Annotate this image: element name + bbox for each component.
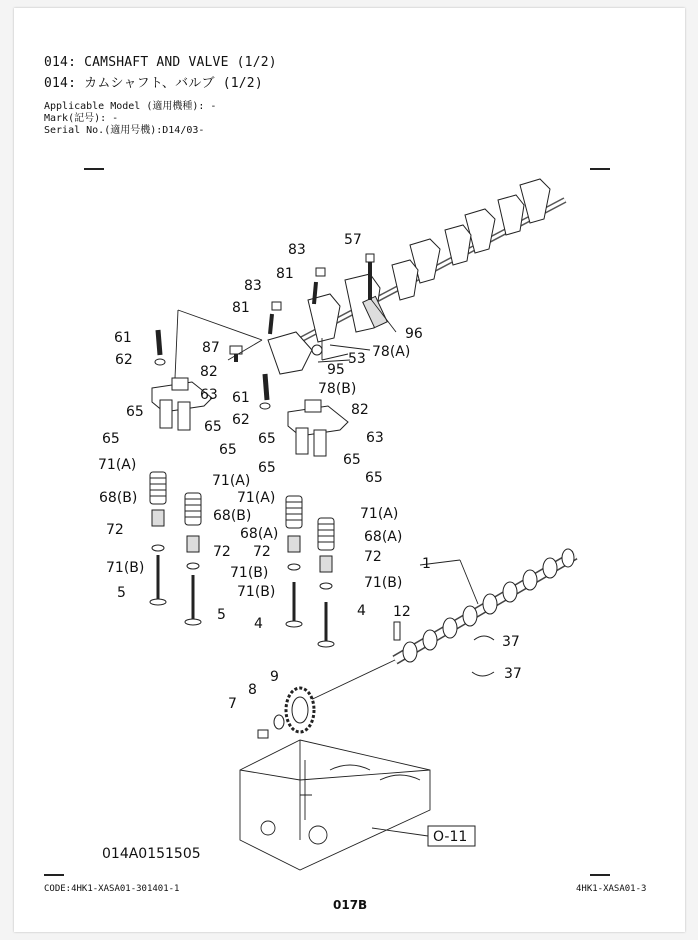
cylinder-head	[240, 740, 430, 870]
callout-72: 72	[364, 549, 382, 565]
callout-71b: 71(B)	[230, 565, 269, 581]
stud-81-lower	[270, 314, 272, 334]
callout-1: 1	[422, 556, 431, 572]
callout-62: 62	[232, 412, 250, 428]
footer-code-right: 4HK1-XASA01-3	[576, 884, 647, 894]
callout-71a: 71(A)	[98, 457, 137, 473]
figure-code: 014A0151505	[102, 846, 201, 862]
callout-4: 4	[254, 616, 263, 632]
callout-63: 63	[366, 430, 384, 446]
valve-spring-set-1	[150, 472, 166, 605]
callout-82: 82	[351, 402, 369, 418]
callout-68b: 68(B)	[99, 490, 138, 506]
callout-65: 65	[365, 470, 383, 486]
callout-62: 62	[115, 352, 133, 368]
callout-71b: 71(B)	[364, 575, 403, 591]
callout-71a: 71(A)	[237, 490, 276, 506]
callout-65: 65	[258, 460, 276, 476]
washer-8	[274, 715, 284, 729]
callout-12: 12	[393, 604, 411, 620]
callout-83: 83	[288, 242, 306, 258]
callout-61: 61	[232, 390, 250, 406]
callout-87: 87	[202, 340, 220, 356]
callout-65: 65	[219, 442, 237, 458]
callout-65: 65	[343, 452, 361, 468]
ref-box-text: O-11	[433, 829, 468, 845]
callout-96: 96	[405, 326, 423, 342]
thrust-plate-37-upper	[474, 636, 494, 640]
callout-72: 72	[253, 544, 271, 560]
callout-68a: 68(A)	[240, 526, 279, 542]
callout-57: 57	[344, 232, 362, 248]
dowel-pin-12	[394, 622, 400, 640]
valve-spring-set-3	[286, 496, 302, 627]
callout-83: 83	[244, 278, 262, 294]
valve-spring-set-4	[318, 518, 334, 647]
serial-number: Serial No.(適用号機):D14/03-	[44, 125, 205, 136]
camshaft-gear-9	[286, 688, 314, 732]
callout-37: 37	[502, 634, 520, 650]
callout-71a: 71(A)	[360, 506, 399, 522]
ref-leader	[372, 828, 428, 836]
callout-71b: 71(B)	[106, 560, 145, 576]
callout-65: 65	[258, 431, 276, 447]
rocker-shaft-assembly	[268, 179, 565, 374]
callout-65: 65	[126, 404, 144, 420]
callout-63: 63	[200, 387, 218, 403]
nut-83-upper	[316, 268, 325, 276]
page-number: 017B	[333, 898, 368, 912]
callout-5: 5	[117, 585, 126, 601]
footer-code-left: CODE:4HK1-XASA01-301401-1	[44, 884, 180, 894]
camshaft	[300, 549, 575, 705]
applicable-model: Applicable Model (適用機種): -	[44, 101, 217, 112]
stud-81-upper	[314, 282, 316, 304]
callout-37: 37	[504, 666, 522, 682]
callout-8: 8	[248, 682, 257, 698]
callout-82: 82	[200, 364, 218, 380]
callout-53: 53	[348, 351, 366, 367]
bolt-7	[258, 730, 268, 738]
callout-9: 9	[270, 669, 279, 685]
callout-5: 5	[217, 607, 226, 623]
valve-spring-set-2	[185, 493, 201, 625]
bolt-87	[230, 346, 242, 362]
mark-field: Mark(記号): -	[44, 113, 119, 124]
callout-4: 4	[357, 603, 366, 619]
callout-78b: 78(B)	[318, 381, 357, 397]
callout-81: 81	[232, 300, 250, 316]
page-title-japanese: 014: カムシャフト、バルブ (1/2)	[44, 76, 263, 91]
thrust-plate-37-lower	[472, 672, 494, 676]
callout-78a: 78(A)	[372, 344, 411, 360]
callout-68b: 68(B)	[213, 508, 252, 524]
callout-65: 65	[102, 431, 120, 447]
page-title-english: 014: CAMSHAFT AND VALVE (1/2)	[44, 55, 277, 70]
callout-7: 7	[228, 696, 237, 712]
callout-68a: 68(A)	[364, 529, 403, 545]
callout-61: 61	[114, 330, 132, 346]
callout-81: 81	[276, 266, 294, 282]
callout-72: 72	[106, 522, 124, 538]
callout-71a: 71(A)	[212, 473, 251, 489]
callout-65: 65	[204, 419, 222, 435]
callout-71b: 71(B)	[237, 584, 276, 600]
callout-95: 95	[327, 362, 345, 378]
nut-83-lower	[272, 302, 281, 310]
callout-72: 72	[213, 544, 231, 560]
